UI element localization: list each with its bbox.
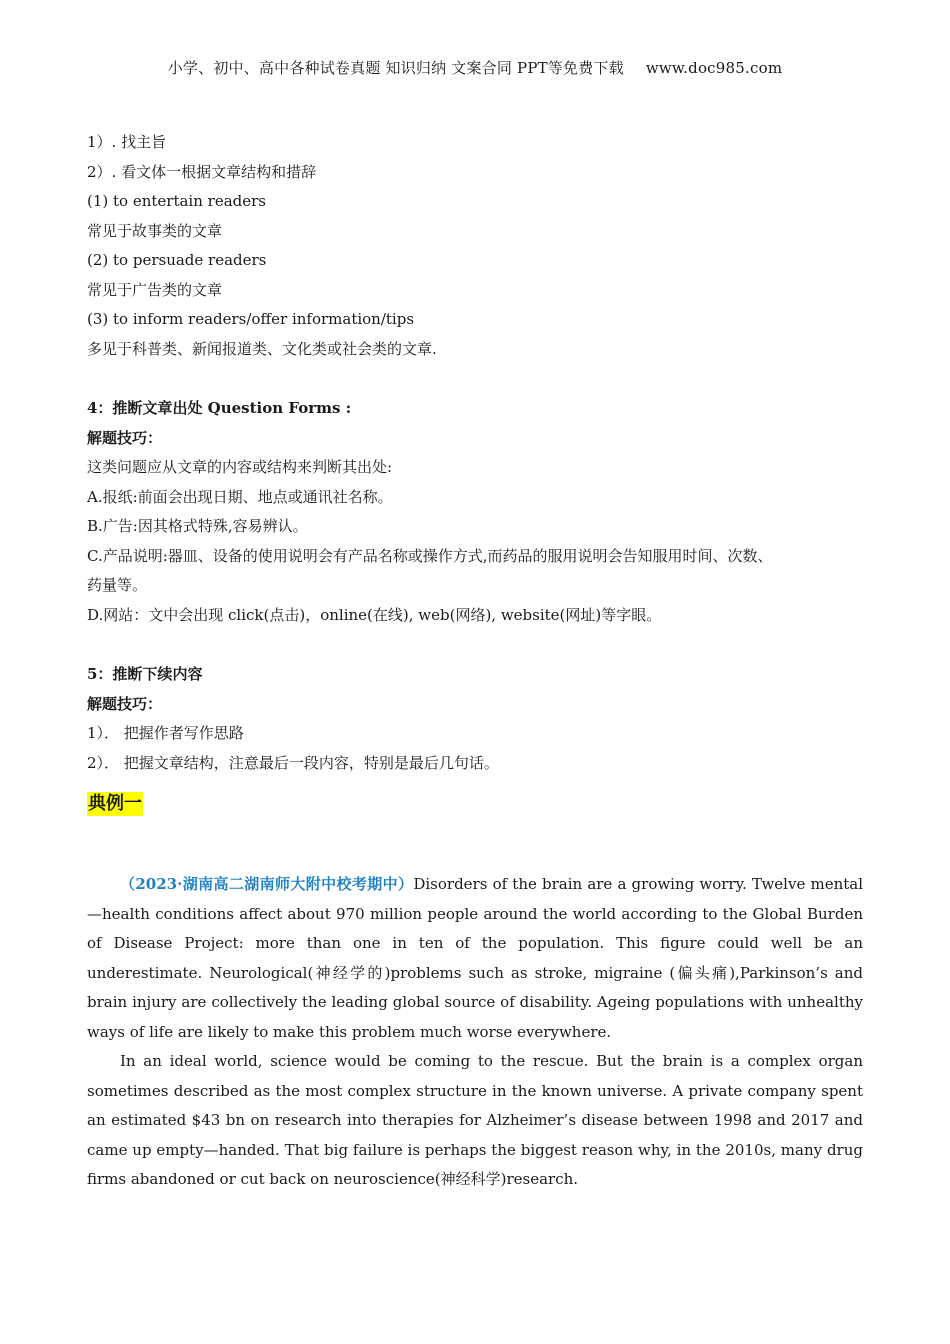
- list-item: 常见于广告类的文章: [87, 280, 223, 299]
- list-item: D.网站：文中会出现 click(点击)，online(在线), web(网络), website(网址)等字眼。: [87, 605, 662, 624]
- section-subtitle: 解题技巧：: [87, 428, 163, 447]
- list-item: 2）． 把握文章结构，注意最后一段内容，特别是最后几句话。: [87, 753, 499, 772]
- list-item: (2) to persuade readers: [87, 251, 267, 269]
- list-item: 常见于故事类的文章: [87, 221, 223, 240]
- list-item: 这类问题应从文章的内容或结构来判断其出处:: [87, 458, 393, 476]
- list-item: 2）. 看文体一根据文章结构和措辞: [87, 162, 317, 181]
- list-item: 药量等。: [87, 576, 148, 594]
- section-title: 4：推断文章出处 Question Forms :: [87, 399, 352, 417]
- section-subtitle: 解题技巧：: [87, 694, 163, 713]
- passage-paragraph-1: [87, 870, 863, 1047]
- section-title: 5：推断下续内容: [87, 665, 203, 683]
- list-item: 多见于科普类、新闻报道类、文化类或社会类的文章.: [87, 339, 437, 358]
- list-item: B.广告:因其格式特殊,容易辨认。: [87, 517, 308, 535]
- list-item: 1）. 找主旨: [87, 133, 167, 151]
- list-item: 1）． 把握作者写作思路: [87, 724, 244, 742]
- question-source: （2023·湖南高二湖南师大附中校考期中）: [120, 875, 414, 893]
- header-text: 小学、初中、高中各种试卷真题 知识归纳 文案合同 PPT等免费下载: [167, 59, 624, 77]
- passage-paragraph-2: In an ideal world, science would be coming to the rescue. But the brain is a complex organ sometimes described as the most complex structure in the known universe. A private company spent an estimated $43 bn on research into therapies for Alzheimer’s disease between 1998 and 2017 and came up empty—handed. That big failure is perhaps the biggest reason why, in the 2010s, many drug firms abandoned or cut back on neuroscience(神经科学)research.: [87, 1052, 863, 1188]
- list-item: A.报纸:前面会出现日期、地点或通讯社名称。: [87, 487, 393, 506]
- example-label: 典例一: [88, 793, 142, 814]
- list-item: (1) to entertain readers: [87, 192, 266, 210]
- list-item: C.产品说明:器皿、设备的使用说明会有产品名称或操作方式,而药品的服用说明会告知服用时间、次数、: [87, 546, 773, 565]
- document-body: [87, 128, 863, 1195]
- example-heading: [87, 792, 863, 832]
- paragraph-text: Disorders of the brain are a growing worry. Twelve mental—health conditions affect about 970 million people around the world according to the Global Burden of Disease Project: more than one in ten of the population. This figure could well be an underestimate. Neurological(神经学的)problems such as stroke, migraine (偏头痛),Parkinson’s and brain injury are collectively the leading global source of disability. Ageing populations with unhealthy ways of life are likely to make this problem much worse everywhere.: [87, 875, 863, 1041]
- list-item: (3) to inform readers/offer information/tips: [87, 310, 415, 328]
- page-header: [0, 57, 950, 78]
- header-site-link[interactable]: www.doc985.com: [645, 59, 783, 77]
